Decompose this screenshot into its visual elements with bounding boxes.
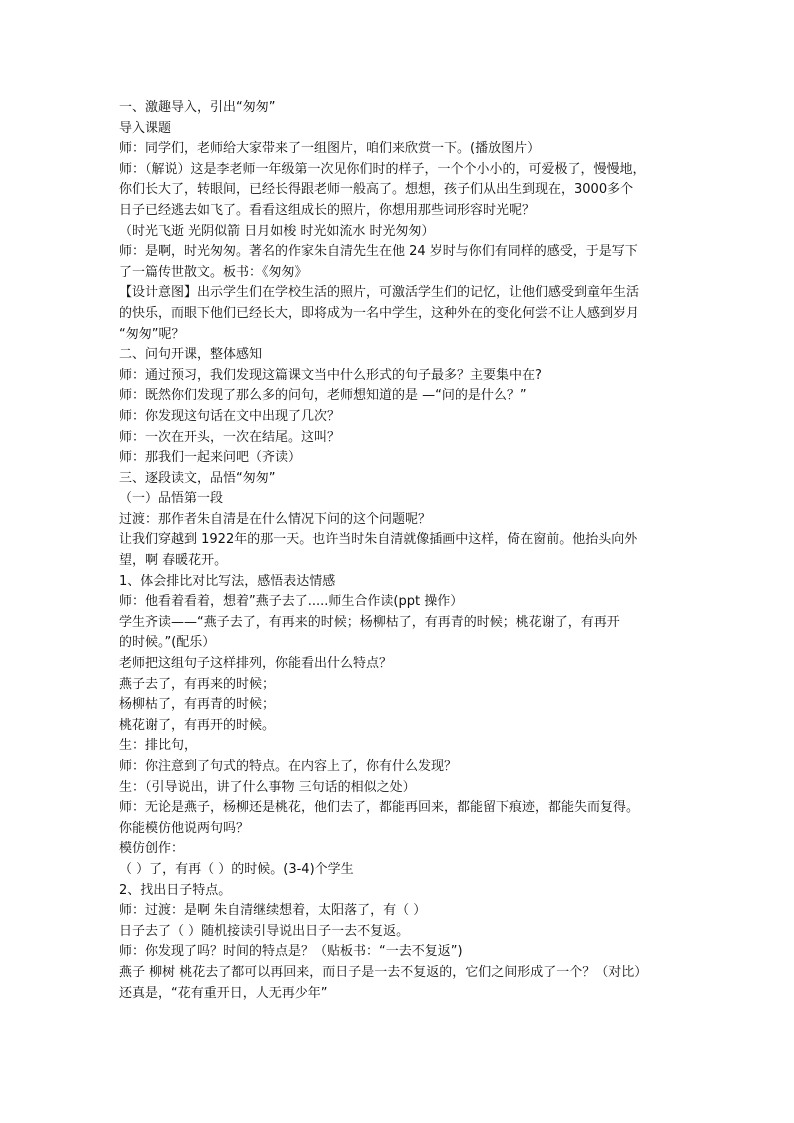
text-line: 师：那我们一起来问吧（齐读） bbox=[119, 450, 302, 466]
text-line: 日子去了（ ）随机接读引导说出日子一去不复返。 bbox=[119, 923, 410, 939]
text-line: 师：你发现了吗？时间的特点是？（贴板书：“一去不复返”) bbox=[119, 944, 463, 960]
text-line: “匆匆”呢？ bbox=[119, 326, 185, 342]
text-line: 学生齐读——“燕子去了，有再来的时候；杨柳枯了，有再青的时候；桃花谢了，有再开 bbox=[119, 614, 620, 630]
text-line: 让我们穿越到 1922年的那一天。也许当时朱自清就像插画中这样，倚在窗前。他抬头向外 bbox=[119, 532, 638, 548]
text-line: （ ）了，有再（ ）的时候。(3-4)个学生 bbox=[119, 861, 354, 877]
text-line: 生：（引导说出，讲了什么事物 三句话的相似之处） bbox=[119, 779, 416, 795]
text-line: 师：无论是燕子，杨柳还是桃花，他们去了，都能再回来，都能留下痕迹，都能失而复得。 bbox=[119, 800, 640, 816]
text-line: 杨柳枯了，有再青的时候； bbox=[119, 697, 276, 713]
lesson-plan-text bbox=[119, 98, 685, 1004]
section-heading-questions: 二、问句开课，整体感知 bbox=[119, 347, 263, 363]
text-line: 师：过渡：是啊 朱自清继续想着，太阳落了，有（ ） bbox=[119, 903, 427, 919]
text-line: 师：你注意到了句式的特点。在内容上了，你有什么发现？ bbox=[119, 759, 458, 774]
text-line: 过渡：那作者朱自清是在什么情况下问的这个问题呢？ bbox=[119, 511, 432, 527]
design-intent-line: 【设计意图】出示学生们在学校生活的照片，可激活学生们的记忆，让他们感受到童年生活 bbox=[119, 285, 640, 301]
text-line: （时光飞逝 光阴似箭 日月如梭 时光如流水 时光匆匆） bbox=[119, 223, 435, 239]
section-heading-reading: 三、逐段读文，品悟“匆匆” bbox=[119, 470, 276, 486]
text-line: 模仿创作： bbox=[119, 841, 185, 857]
text-line: 桃花谢了，有再开的时候。 bbox=[119, 717, 276, 733]
text-line: 师：（解说）这是李老师一年级第一次见你们时的样子，一个个小小的，可爱极了，慢慢地， bbox=[119, 161, 646, 177]
text-line: 生：排比句， bbox=[119, 738, 198, 754]
text-line: 师：一次在开头，一次在结尾。这叫？ bbox=[119, 429, 341, 445]
step-heading-1: 1、体会排比对比写法，感悟表达情感 bbox=[119, 573, 336, 589]
text-line: 老师把这组句子这样排列，你能看出什么特点？ bbox=[119, 656, 393, 672]
text-line: 导入课题 bbox=[119, 120, 172, 136]
text-line: 师：是啊，时光匆匆。著名的作家朱自清先生在他 24 岁时与你们有同样的感受，于是写下 bbox=[119, 244, 638, 260]
text-line: 的时候。”(配乐） bbox=[119, 635, 216, 651]
text-line: 日子已经逃去如飞了。看看这组成长的照片，你想用那些词形容时光呢？ bbox=[119, 202, 536, 218]
step-heading-2: 2、找出日子特点。 bbox=[119, 882, 232, 898]
text-line: 燕子去了，有再来的时候； bbox=[119, 676, 276, 692]
text-line: 的快乐，而眼下他们已经长大，即将成为一名中学生，这种外在的变化何尝不让人感到岁月 bbox=[119, 305, 640, 321]
text-line: 师：同学们，老师给大家带来了一组图片，咱们来欣赏一下。(播放图片） bbox=[119, 141, 541, 157]
text-line: 望，啊 春暖花开。 bbox=[119, 553, 228, 569]
text-line: 师：你发现这句话在文中出现了几次？ bbox=[119, 408, 341, 424]
text-line: 师：通过预习，我们发现这篇课文当中什么形式的句子最多？主要集中在? bbox=[119, 367, 542, 383]
subsection-heading: （一）品悟第一段 bbox=[119, 491, 224, 507]
text-line: 师：他看着看着，想着”燕子去了.....师生合作读(ppt 操作） bbox=[119, 594, 464, 610]
text-line: 你能模仿他说两句吗？ bbox=[119, 820, 250, 836]
text-line: 还真是，“花有重开日，人无再少年” bbox=[119, 985, 328, 1001]
text-line: 师：既然你们发现了那么多的问句，老师想知道的是 —“问的是什么？” bbox=[119, 388, 527, 404]
section-heading-intro: 一、激趣导入，引出“匆匆” bbox=[119, 100, 276, 115]
text-line: 你们长大了，转眼间，已经长得跟老师一般高了。想想，孩子们从出生到现在，3000多个 bbox=[119, 182, 634, 198]
text-line: 了一篇传世散文。板书：《匆匆》 bbox=[119, 264, 308, 280]
text-line: 燕子 柳树 桃花去了都可以再回来，而日子是一去不复返的，它们之间形成了一个？（对比） bbox=[119, 964, 648, 980]
